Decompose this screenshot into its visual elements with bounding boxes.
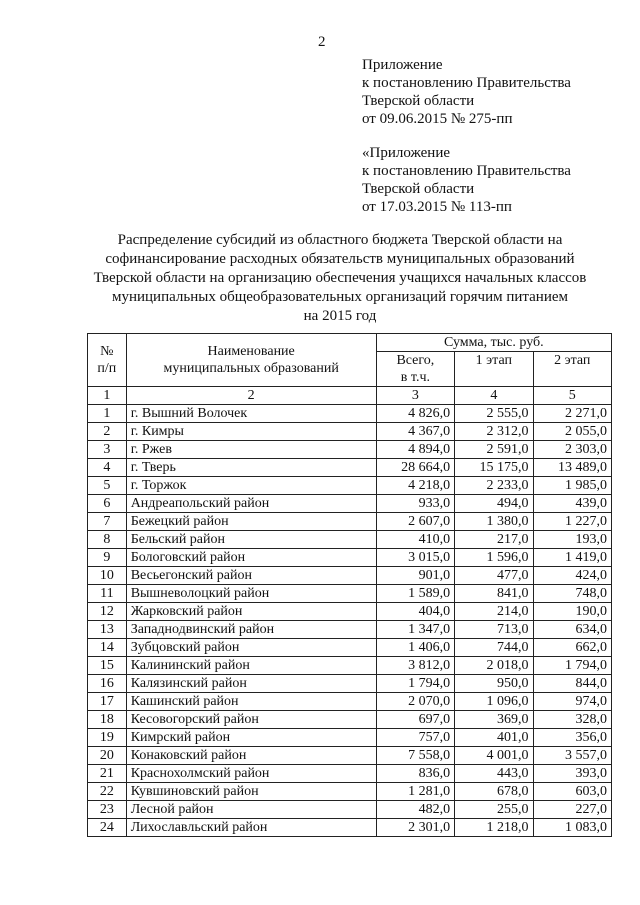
table-row [88,495,612,513]
header-total-line2: в т.ч. [400,370,430,385]
total-amount: 933,0 [376,495,454,513]
stage1-amount: 2 555,0 [455,405,533,423]
title-line: Распределение субсидий из областного бюджета Тверской области на [117,232,563,248]
table-row [88,783,612,801]
header-total [376,352,454,387]
title-line: муниципальных общеобразовательных организаций горячим питанием [111,289,569,305]
appendix-line: Тверской области [362,93,475,109]
column-number: 2 [126,387,376,405]
stage1-amount: 1 380,0 [455,513,533,531]
table-row [88,765,612,783]
table-row [88,693,612,711]
stage1-amount: 15 175,0 [455,459,533,477]
total-amount: 4 826,0 [376,405,454,423]
header-number-line1: № [100,344,114,359]
header-total-line1: Всего, [396,353,435,368]
total-amount: 404,0 [376,603,454,621]
municipality-name: г. Тверь [126,459,376,477]
title-line: софинансирование расходных обязательств муниципальных образований [105,251,575,267]
stage1-amount: 2 591,0 [455,441,533,459]
header-row [88,334,612,352]
stage2-amount: 2 271,0 [533,405,611,423]
stage1-amount: 744,0 [455,639,533,657]
column-number: 4 [455,387,533,405]
municipality-name: Западнодвинский район [126,621,376,639]
appendix-line: к постановлению Правительства [362,75,571,91]
header-name-line1: Наименование [207,344,295,359]
stage2-amount: 1 227,0 [533,513,611,531]
municipality-name: Жарковский район [126,603,376,621]
municipality-name: г. Кимры [126,423,376,441]
row-number: 8 [88,531,127,549]
municipality-name: Лихославльский район [126,819,376,837]
table-row [88,531,612,549]
stage1-amount: 950,0 [455,675,533,693]
header-stage1: 1 этап [455,352,533,387]
stage1-amount: 494,0 [455,495,533,513]
table-row [88,675,612,693]
table-body [88,405,612,837]
total-amount: 1 589,0 [376,585,454,603]
column-numbers-row [88,387,612,405]
municipality-name: г. Вышний Волочек [126,405,376,423]
municipality-name: Бельский район [126,531,376,549]
stage1-amount: 214,0 [455,603,533,621]
row-number: 13 [88,621,127,639]
row-number: 1 [88,405,127,423]
total-amount: 1 794,0 [376,675,454,693]
table-row [88,729,612,747]
page-number: 2 [318,34,326,50]
table-header [88,334,612,405]
total-amount: 3 812,0 [376,657,454,675]
row-number: 23 [88,801,127,819]
stage2-amount: 844,0 [533,675,611,693]
table-row [88,711,612,729]
appendix-block-previous [362,144,571,216]
municipality-name: Конаковский район [126,747,376,765]
stage2-amount: 328,0 [533,711,611,729]
row-number: 20 [88,747,127,765]
stage2-amount: 193,0 [533,531,611,549]
table-row [88,477,612,495]
total-amount: 2 301,0 [376,819,454,837]
municipality-name: Андреапольский район [126,495,376,513]
total-amount: 3 015,0 [376,549,454,567]
total-amount: 1 406,0 [376,639,454,657]
row-number: 4 [88,459,127,477]
row-number: 12 [88,603,127,621]
municipality-name: Весьегонский район [126,567,376,585]
row-number: 5 [88,477,127,495]
table-row [88,657,612,675]
title-line: на 2015 год [303,308,377,324]
table-row [88,441,612,459]
column-number: 1 [88,387,127,405]
municipality-name: Калининский район [126,657,376,675]
stage1-amount: 2 312,0 [455,423,533,441]
stage1-amount: 1 096,0 [455,693,533,711]
row-number: 9 [88,549,127,567]
total-amount: 2 070,0 [376,693,454,711]
stage2-amount: 1 083,0 [533,819,611,837]
row-number: 2 [88,423,127,441]
table-row [88,621,612,639]
table-row [88,603,612,621]
row-number: 24 [88,819,127,837]
table-row [88,423,612,441]
stage1-amount: 4 001,0 [455,747,533,765]
header-name [126,334,376,387]
total-amount: 4 894,0 [376,441,454,459]
stage1-amount: 713,0 [455,621,533,639]
header-name-line2: муниципальных образований [163,361,339,376]
stage1-amount: 217,0 [455,531,533,549]
stage2-amount: 1 985,0 [533,477,611,495]
total-amount: 28 664,0 [376,459,454,477]
stage2-amount: 748,0 [533,585,611,603]
total-amount: 482,0 [376,801,454,819]
row-number: 19 [88,729,127,747]
appendix-line: Тверской области [362,181,475,197]
municipality-name: Краснохолмский район [126,765,376,783]
total-amount: 2 607,0 [376,513,454,531]
appendix-line: Приложение [362,57,443,73]
row-number: 22 [88,783,127,801]
title-line: Тверской области на организацию обеспечения учащихся начальных классов [93,270,587,286]
stage1-amount: 1 218,0 [455,819,533,837]
stage1-amount: 369,0 [455,711,533,729]
municipality-name: Зубцовский район [126,639,376,657]
row-number: 15 [88,657,127,675]
table-row [88,567,612,585]
municipality-name: г. Ржев [126,441,376,459]
total-amount: 901,0 [376,567,454,585]
table-row [88,459,612,477]
stage1-amount: 401,0 [455,729,533,747]
stage1-amount: 2 018,0 [455,657,533,675]
row-number: 3 [88,441,127,459]
stage2-amount: 1 794,0 [533,657,611,675]
stage2-amount: 2 303,0 [533,441,611,459]
table-row [88,585,612,603]
stage2-amount: 1 419,0 [533,549,611,567]
municipality-name: Калязинский район [126,675,376,693]
total-amount: 7 558,0 [376,747,454,765]
appendix-line: к постановлению Правительства [362,163,571,179]
table-row [88,819,612,837]
appendix-line: от 17.03.2015 № 113-пп [362,199,512,215]
header-sum: Сумма, тыс. руб. [376,334,611,352]
appendix-block-current [362,56,571,128]
municipality-name: Кувшиновский район [126,783,376,801]
row-number: 10 [88,567,127,585]
stage2-amount: 356,0 [533,729,611,747]
table-row [88,747,612,765]
stage2-amount: 603,0 [533,783,611,801]
row-number: 21 [88,765,127,783]
stage2-amount: 662,0 [533,639,611,657]
stage1-amount: 678,0 [455,783,533,801]
row-number: 17 [88,693,127,711]
municipality-name: Кимрский район [126,729,376,747]
stage1-amount: 443,0 [455,765,533,783]
row-number: 18 [88,711,127,729]
header-number-line2: п/п [97,361,117,376]
stage2-amount: 393,0 [533,765,611,783]
total-amount: 697,0 [376,711,454,729]
stage2-amount: 974,0 [533,693,611,711]
total-amount: 1 347,0 [376,621,454,639]
subsidy-table [87,333,612,837]
header-stage2: 2 этап [533,352,611,387]
stage1-amount: 255,0 [455,801,533,819]
row-number: 7 [88,513,127,531]
table-row [88,513,612,531]
appendix-line: «Приложение [362,145,451,161]
municipality-name: Вышневолоцкий район [126,585,376,603]
total-amount: 757,0 [376,729,454,747]
total-amount: 410,0 [376,531,454,549]
table-row [88,405,612,423]
stage2-amount: 634,0 [533,621,611,639]
header-number [88,334,127,387]
document-title [80,231,600,326]
stage2-amount: 13 489,0 [533,459,611,477]
row-number: 14 [88,639,127,657]
total-amount: 1 281,0 [376,783,454,801]
total-amount: 4 367,0 [376,423,454,441]
total-amount: 836,0 [376,765,454,783]
stage2-amount: 439,0 [533,495,611,513]
municipality-name: Бежецкий район [126,513,376,531]
municipality-name: Лесной район [126,801,376,819]
stage2-amount: 190,0 [533,603,611,621]
table-row [88,639,612,657]
municipality-name: Кашинский район [126,693,376,711]
stage1-amount: 477,0 [455,567,533,585]
stage2-amount: 424,0 [533,567,611,585]
stage2-amount: 3 557,0 [533,747,611,765]
table-row [88,549,612,567]
appendix-line: от 09.06.2015 № 275-пп [362,111,513,127]
municipality-name: г. Торжок [126,477,376,495]
row-number: 11 [88,585,127,603]
table-row [88,801,612,819]
column-number: 3 [376,387,454,405]
stage2-amount: 227,0 [533,801,611,819]
stage1-amount: 2 233,0 [455,477,533,495]
stage1-amount: 1 596,0 [455,549,533,567]
stage2-amount: 2 055,0 [533,423,611,441]
column-number: 5 [533,387,611,405]
row-number: 6 [88,495,127,513]
total-amount: 4 218,0 [376,477,454,495]
municipality-name: Бологовский район [126,549,376,567]
municipality-name: Кесовогорский район [126,711,376,729]
row-number: 16 [88,675,127,693]
stage1-amount: 841,0 [455,585,533,603]
